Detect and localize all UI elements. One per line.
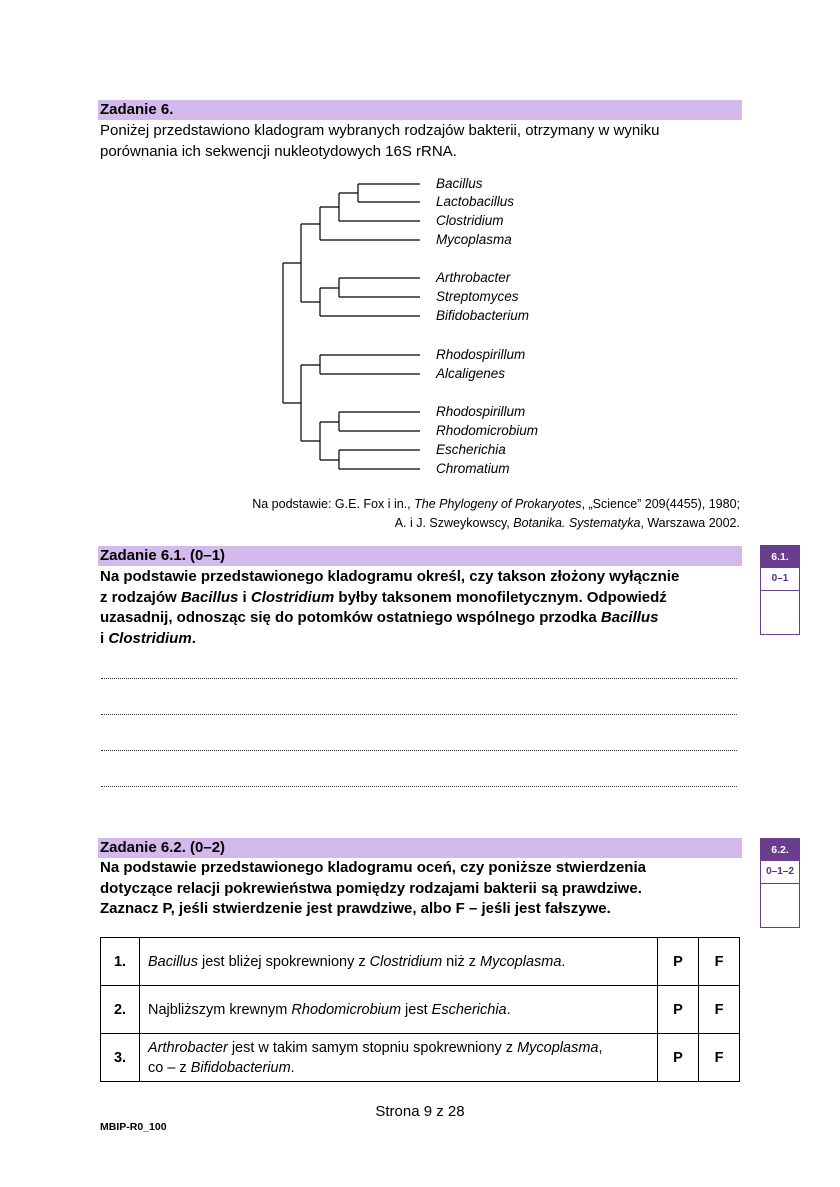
taxon-label: Mycoplasma <box>436 232 512 247</box>
option-p[interactable]: P <box>658 938 699 986</box>
taxon-label: Streptomyces <box>436 289 519 304</box>
taxon-label: Rhodospirillum <box>436 347 526 362</box>
option-p[interactable]: P <box>658 1034 699 1082</box>
task61-title: Zadanie 6.1. (0–1) <box>100 547 226 564</box>
taxon-label: Alcaligenes <box>436 366 506 381</box>
option-f[interactable]: F <box>699 986 740 1034</box>
task61-score-field[interactable] <box>761 591 799 634</box>
page-number: Strona 9 z 28 <box>375 1103 465 1120</box>
statement-text: Bacillus jest bliżej spokrewniony z Clostridium niż z Mycoplasma. <box>140 938 658 986</box>
taxon-label: Bacillus <box>436 176 483 191</box>
task6-intro-line1: Poniżej przedstawiono kladogram wybranych rodzajów bakterii, otrzymany w wyniku <box>100 122 660 139</box>
source-citation <box>180 495 740 533</box>
task62-header <box>98 838 742 858</box>
option-f[interactable]: F <box>699 1034 740 1082</box>
statement-text: Najbliższym krewnym Rhodomicrobium jest Escherichia. <box>140 986 658 1034</box>
task61-side-number: 6.1. <box>761 546 799 568</box>
taxon-label: Clostridium <box>436 213 504 228</box>
task62-line3: Zaznacz P, jeśli stwierdzenie jest prawdziwe, albo F – jeśli jest fałszywe. <box>100 900 611 917</box>
statements-table <box>100 937 740 1082</box>
option-f[interactable]: F <box>699 938 740 986</box>
task62-line1: Na podstawie przedstawionego kladogramu oceń, czy poniższe stwierdzenia <box>100 859 646 876</box>
row-number: 1. <box>101 938 140 986</box>
task61-score-box <box>760 545 800 635</box>
cladogram <box>0 0 840 500</box>
taxon-label: Lactobacillus <box>436 194 515 209</box>
row-number: 3. <box>101 1034 140 1082</box>
table-row <box>101 1034 740 1082</box>
taxon-label: Chromatium <box>436 461 510 476</box>
taxon-label: Bifidobacterium <box>436 308 530 323</box>
task61-line3: uzasadnij, odnosząc się do potomków ostatniego wspólnego przodka Bacillus <box>100 609 659 626</box>
table-row <box>101 986 740 1034</box>
task61-side-score: 0–1 <box>761 568 799 591</box>
source-line2: A. i J. Szweykowscy, Botanika. Systematyka, Warszawa 2002. <box>394 516 740 530</box>
task62-instruction <box>100 858 646 920</box>
taxon-label: Escherichia <box>436 442 506 457</box>
task6-intro-line2: porównania ich sekwencji nukleotydowych 16S rRNA. <box>100 142 457 160</box>
answer-line[interactable] <box>101 714 737 715</box>
taxon-label: Arthrobacter <box>436 270 511 285</box>
task61-header <box>98 546 742 566</box>
task61-line2: z rodzajów Bacillus i Clostridium byłby taksonem monofiletycznym. Odpowiedź <box>100 588 667 606</box>
source-line1: Na podstawie: G.E. Fox i in., The Phylogeny of Prokaryotes, „Science” 209(4455), 1980; <box>252 497 740 511</box>
task62-side-score: 0–1–2 <box>761 861 799 884</box>
answer-line[interactable] <box>101 750 737 751</box>
task61-line4: i Clostridium. <box>100 629 196 647</box>
exam-code: MBIP-R0_100 <box>100 1121 167 1133</box>
row-number: 2. <box>101 986 140 1034</box>
task62-side-number: 6.2. <box>761 839 799 861</box>
task61-line1: Na podstawie przedstawionego kladogramu określ, czy takson złożony wyłącznie <box>100 568 680 585</box>
answer-line[interactable] <box>101 786 737 787</box>
option-p[interactable]: P <box>658 986 699 1034</box>
task61-instruction <box>100 567 679 649</box>
statement-text: Arthrobacter jest w takim samym stopniu spokrewniony z Mycoplasma, co – z Bifidobacterium. <box>140 1034 658 1082</box>
task62-line2: dotyczące relacji pokrewieństwa pomiędzy rodzajami bakterii są prawdziwe. <box>100 879 642 897</box>
task62-title: Zadanie 6.2. (0–2) <box>100 839 226 856</box>
answer-line[interactable] <box>101 678 737 679</box>
taxon-label: Rhodospirillum <box>436 404 526 419</box>
task6-title: Zadanie 6. <box>100 101 174 118</box>
task62-score-field[interactable] <box>761 884 799 927</box>
table-row <box>101 938 740 986</box>
task62-score-box <box>760 838 800 928</box>
taxon-label: Rhodomicrobium <box>436 423 539 438</box>
